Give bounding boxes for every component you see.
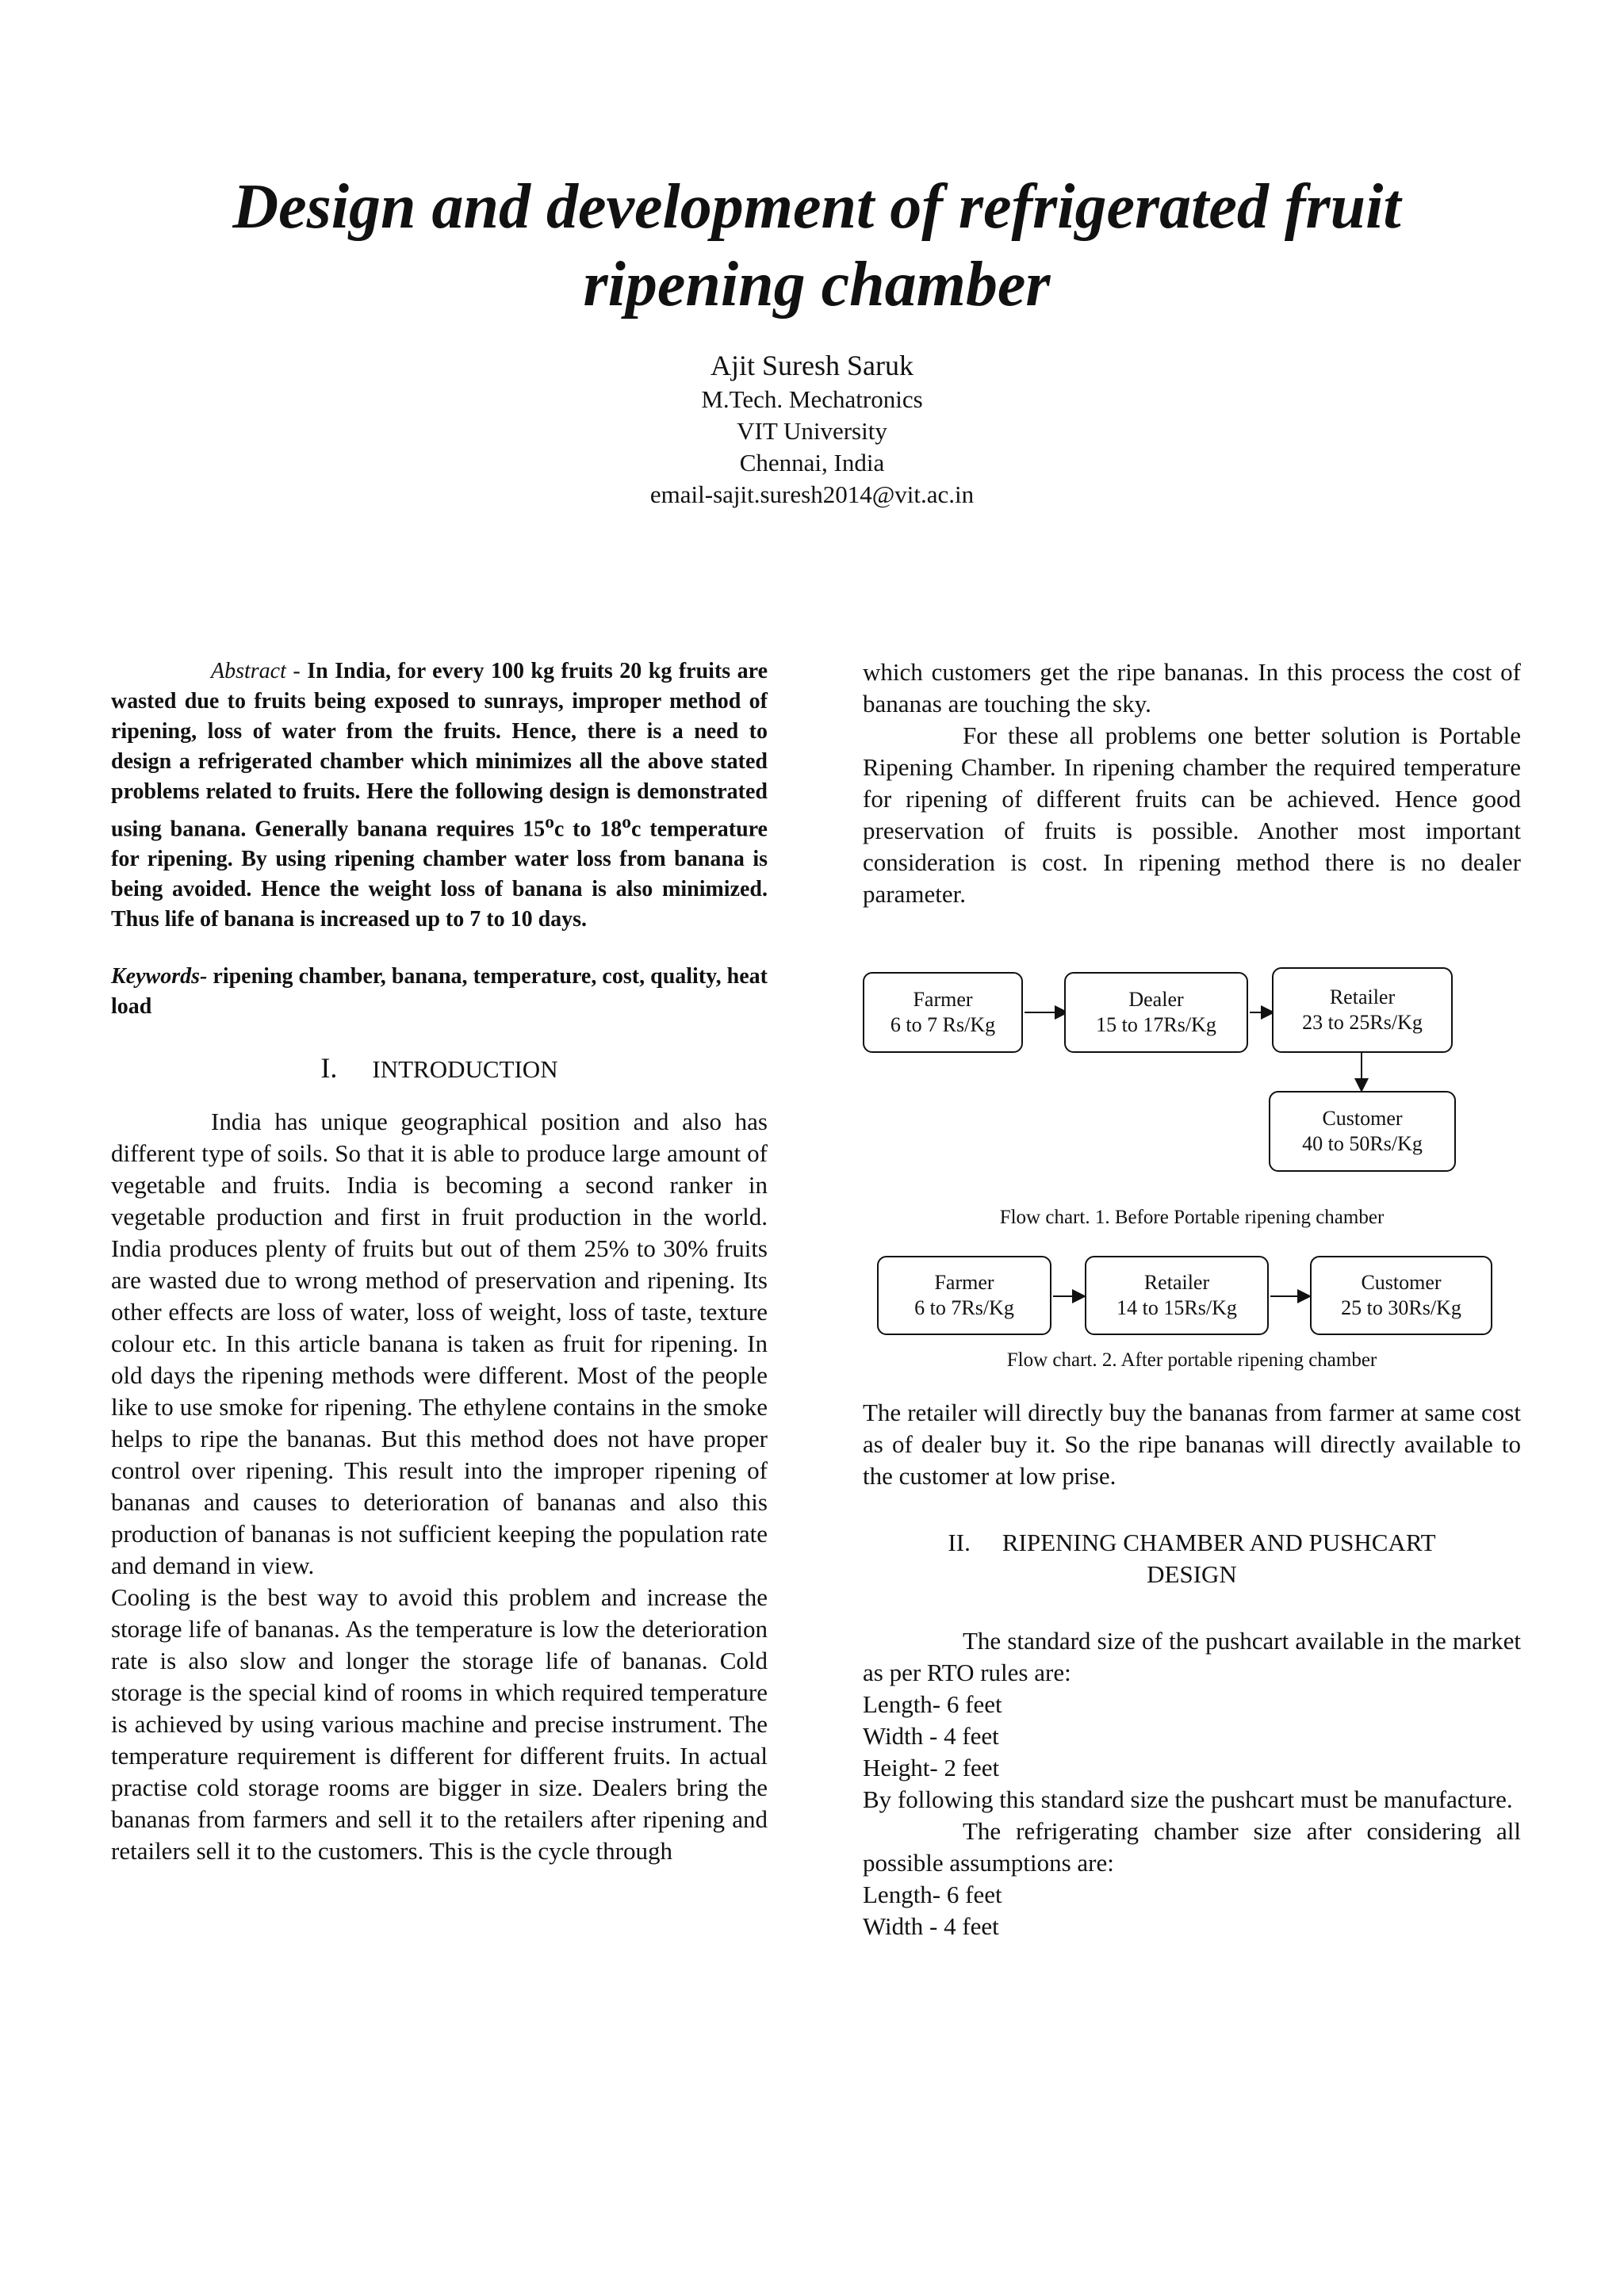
section-1-heading	[111, 1052, 768, 1085]
author-degree: M.Tech. Mechatronics	[701, 385, 923, 413]
section-2-paragraph-2: By following this standard size the pushcart must be manufacture.	[863, 1785, 1513, 1813]
pushcart-height: Height- 2 feet	[863, 1754, 1000, 1781]
keywords-text: ripening chamber, banana, temperature, cost, quality, heat load	[111, 964, 768, 1020]
abstract-text-3: c temperature for ripening. By using ripening chamber water loss from banana is being avoided. Hence the weight loss of banana is also minimized. Thus life of banana is increased up to 7 to 10 days.	[111, 817, 768, 932]
intro-paragraph-4: For these all problems one better solution is Portable Ripening Chamber. In ripening chamber the required temperature for ripening of different fruits can be achieved. Hence good preservation of fruits is possible. Another most important consideration is cost. In ripening method there is no dealer parameter.	[863, 721, 1521, 908]
chamber-length: Length- 6 feet	[863, 1881, 1002, 1908]
flowchart-1	[863, 967, 1521, 1197]
fc1-arrow-retailer-customer	[1361, 1053, 1362, 1091]
fc2-customer-label: Customer	[1361, 1271, 1442, 1294]
fc2-retailer-price: 14 to 15Rs/Kg	[1116, 1296, 1237, 1319]
section-2-paragraph-1: The standard size of the pushcart available in the market as per RTO rules are:	[863, 1627, 1521, 1686]
fc2-retailer-label: Retailer	[1143, 1271, 1210, 1294]
fc1-arrow-dealer-retailer	[1250, 1012, 1274, 1013]
flowchart-2	[863, 1256, 1521, 1338]
section-2-number: II.	[948, 1529, 971, 1556]
degree-sup-2: o	[622, 812, 631, 832]
fc1-farmer-price: 6 to 7 Rs/Kg	[890, 1013, 996, 1036]
intro-paragraph-1: India has unique geographical position and also has different type of soils. So that it is able to produce large amount of vegetable and fruits. India is becoming a second ranker in vegetable production and first in fruit production in the world. India produces plenty of fruits but out of them 25% to 30% fruits are wasted due to wrong method of preservation and ripening. Its other effects are loss of water, loss of weight, loss of taste, texture colour etc. In this article banana is taken as fruit for ripening. In old days the ripening methods were different. Most of the people like to use smoke for ripening. The ethylene contains in the smoke helps to ripe the bananas. But this method does not have proper control over ripening. This result into the improper ripening of bananas and causes to deterioration of bananas and also this production of bananas is not sufficient keeping the population rate and demand in view.	[111, 1108, 768, 1580]
section-1-number: I.	[320, 1052, 338, 1085]
abstract-text-1: In India, for every 100 kg fruits 20 kg fruits are wasted due to fruits being exposed to sunrays, improper method of ripening, loss of water from the fruits. Hence, there is a need to design a refrigerated chamber which minimizes all the above stated problems related to fruits. Here the following design is demonstrated using banana. Generally banana requires 15	[111, 659, 768, 842]
author-email: email-sajit.suresh2014@vit.ac.in	[649, 480, 975, 508]
fc2-farmer-box	[877, 1256, 1051, 1335]
after-flow-paragraph: The retailer will directly buy the bananas from farmer at same cost as of dealer buy it. So the ripe bananas will directly available to the customer at low prise.	[863, 1399, 1521, 1490]
abstract	[111, 656, 768, 935]
section-1-title: INTRODUCTION	[372, 1055, 558, 1084]
abstract-lead: Abstract -	[211, 659, 301, 683]
fc2-retailer-box	[1085, 1256, 1269, 1335]
intro-paragraph-3: which customers get the ripe bananas. In this process the cost of bananas are touching the sky.	[863, 658, 1521, 718]
degree-sup-1: o	[545, 812, 554, 832]
fc1-dealer-price: 15 to 17Rs/Kg	[1096, 1013, 1216, 1036]
flowchart-2-caption: Flow chart. 2. After portable ripening chamber	[1006, 1349, 1377, 1371]
section-2-paragraph-3: The refrigerating chamber size after considering all possible assumptions are:	[863, 1817, 1521, 1877]
keywords	[111, 962, 768, 1022]
section-2-title-line1: RIPENING CHAMBER AND PUSHCART	[1002, 1529, 1436, 1556]
fc2-farmer-label: Farmer	[934, 1271, 994, 1294]
fc1-arrow-farmer-dealer	[1025, 1012, 1067, 1013]
fc1-dealer-label: Dealer	[1128, 988, 1184, 1011]
fc1-dealer-box	[1064, 972, 1248, 1053]
fc2-farmer-price: 6 to 7Rs/Kg	[914, 1296, 1014, 1319]
author-block	[0, 347, 1624, 511]
author-name: Ajit Suresh Saruk	[710, 350, 914, 381]
fc1-customer-label: Customer	[1322, 1107, 1403, 1130]
fc1-retailer-label: Retailer	[1329, 985, 1396, 1008]
fc1-customer-box	[1269, 1091, 1456, 1172]
paper-title: Design and development of refrigerated fruit ripening chamber	[232, 172, 1401, 320]
flowchart-1-caption: Flow chart. 1. Before Portable ripening chamber	[999, 1207, 1385, 1228]
fc2-customer-box	[1310, 1256, 1492, 1335]
fc2-arrow-retailer-customer	[1270, 1295, 1310, 1297]
right-column	[863, 656, 1521, 1942]
author-location: Chennai, India	[739, 449, 885, 476]
abstract-text-2: c to 18	[553, 817, 622, 842]
fc1-farmer-label: Farmer	[913, 988, 973, 1011]
keywords-lead: Keywords-	[111, 964, 208, 989]
author-university: VIT University	[737, 417, 887, 445]
fc1-retailer-price: 23 to 25Rs/Kg	[1302, 1011, 1423, 1034]
section-2-title-line2: DESIGN	[1147, 1560, 1237, 1588]
pushcart-length: Length- 6 feet	[863, 1690, 1002, 1718]
pushcart-width: Width - 4 feet	[863, 1722, 999, 1750]
fc1-farmer-box	[863, 972, 1023, 1053]
fc1-retailer-box	[1272, 967, 1453, 1053]
fc2-customer-price: 25 to 30Rs/Kg	[1341, 1296, 1461, 1319]
left-column	[111, 656, 768, 1867]
fc2-arrow-farmer-retailer	[1053, 1295, 1085, 1297]
intro-paragraph-2: Cooling is the best way to avoid this problem and increase the storage life of bananas. As the temperature is low the deterioration rate is also slow and longer the storage life of bananas. Cold storage is the special kind of rooms in which required temperature is achieved by using various machine and precise instrument. The temperature requirement is different for different fruits. In actual practise cold storage rooms are bigger in size. Dealers bring the bananas from farmers and sell it to the retailers after ripening and retailers sell it to the customers. This is the cycle through	[111, 1583, 768, 1866]
chamber-width: Width - 4 feet	[863, 1912, 999, 1940]
section-2-heading	[863, 1527, 1521, 1590]
fc1-customer-price: 40 to 50Rs/Kg	[1302, 1132, 1423, 1155]
